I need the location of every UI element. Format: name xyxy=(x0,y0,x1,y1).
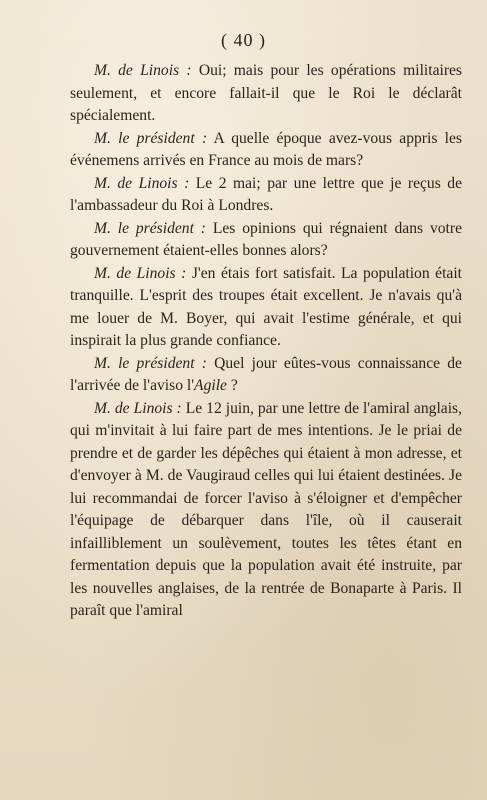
paragraph xyxy=(70,173,462,218)
paragraph-text: J'en étais fort satisfait. La population était tranquille. L'esprit des troupes était excellent. Je n'avais qu'à me louer de M. Boyer, qui avait l'estime générale, et qui inspirait la plus grande confiance. xyxy=(70,264,462,349)
speaker-label: M. de Linois : xyxy=(94,62,192,79)
ship-name: Agile xyxy=(194,377,227,394)
speaker-label: M. le président : xyxy=(94,354,207,372)
paragraph-text: Les opinions qui régnaient dans votre gouvernement étaient-elles bonnes alors? xyxy=(70,219,462,259)
paragraph xyxy=(70,128,462,173)
speaker-label: M. le président : xyxy=(94,219,206,237)
speaker-label: M. le président : xyxy=(94,129,208,147)
paragraph-text: A quelle époque avez-vous appris les événemens arrivés en France au mois de mars? xyxy=(70,129,462,169)
speaker-label: M. de Linois : xyxy=(94,399,182,417)
paragraph xyxy=(70,218,462,263)
paragraph-text: Quel jour eûtes-vous connaissance de l'arrivée de l'aviso l' xyxy=(70,354,462,394)
paragraph-text: Le 2 mai; par une lettre que je reçus de l'ambassadeur du Roi à Londres. xyxy=(70,174,462,214)
paragraph xyxy=(70,398,462,623)
paragraph-text: Oui; mais pour les opérations militaires seulement, et encore fallait-il que le Roi le déclarât spécialement. xyxy=(70,62,462,124)
paragraph xyxy=(70,263,462,353)
paragraph xyxy=(70,60,462,128)
paragraph-text: Le 12 juin, par une lettre de l'amiral anglais, qui m'invitait à lui faire part de mes intentions. Je le priai de prendre et de garder les dépêches qui étaient à mon adresse, et d'envoyer à M. de Vaugiraud celles qui lui étaient destinées. Je lui recommandai de forcer l'aviso à s'éloigner et d'empêcher l'équipage de débarquer dans l'île, où il causerait infailliblement un soulèvement, toutes les têtes étant en fermentation depuis que la population avait été instruite, par les nouvelles anglaises, de la rentrée de Bonaparte à Paris. Il paraît que l'amiral xyxy=(70,399,462,619)
paragraph-text: ? xyxy=(226,377,238,394)
speaker-label: M. de Linois : xyxy=(94,264,187,282)
page-body xyxy=(70,60,462,623)
paragraph xyxy=(70,353,462,398)
speaker-label: M. de Linois : xyxy=(94,174,190,192)
page-number: ( 40 ) xyxy=(221,30,266,50)
